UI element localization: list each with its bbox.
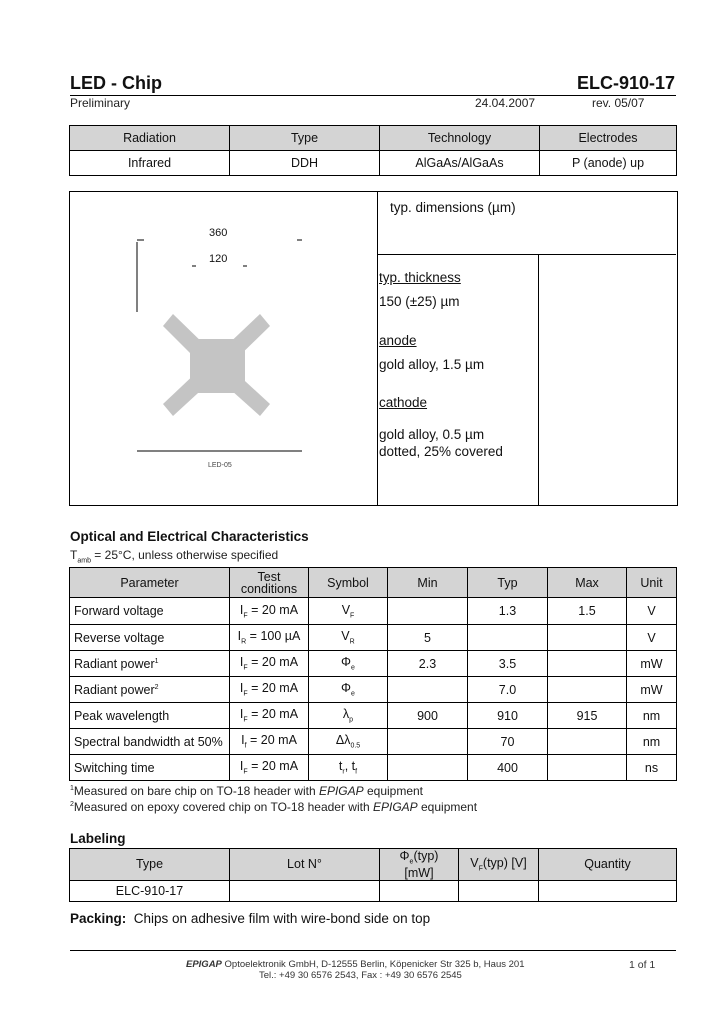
cell-parameter [70, 755, 230, 781]
symbol: V [341, 629, 350, 644]
anode-value: gold alloy, 1.5 µm [379, 357, 485, 372]
symbol: V [341, 602, 351, 617]
cell-test-condition [230, 651, 309, 677]
cell-typ: 70 [468, 729, 548, 755]
labeling-title: Labeling [70, 831, 126, 846]
characteristics-rows [70, 598, 677, 781]
dims-col-divider [538, 254, 539, 505]
cell-unit: mW [627, 677, 677, 703]
anode-label: anode [379, 333, 417, 348]
date-text: 24.04.2007 [475, 96, 536, 110]
condition-symbol: I [239, 602, 244, 617]
parameter-name: Spectral bandwidth at 50% [74, 734, 223, 749]
revision-text: rev. 05/07 [592, 96, 645, 110]
condition-symbol: I [237, 629, 242, 644]
condition-symbol: I [239, 707, 244, 722]
condition-subscript: amb [77, 557, 91, 565]
condition-subscript: f [244, 742, 247, 750]
cell-min [388, 598, 468, 625]
symbol-2: , t [344, 759, 356, 774]
label-header-type: Type [70, 849, 230, 881]
cell-test-condition [230, 677, 309, 703]
symbol-subscript: R [349, 638, 355, 646]
symbol-subscript: r [342, 768, 345, 776]
label-cell-quantity [539, 880, 677, 901]
col-header-max: Max [548, 568, 627, 598]
label-cell-power [380, 880, 459, 901]
cell-typ: 1.3 [468, 598, 548, 625]
table-row [70, 598, 677, 625]
footnote-1-end: equipment [363, 784, 424, 798]
cell-unit: V [627, 625, 677, 651]
volt-symbol: V [470, 856, 479, 870]
condition-symbol: I [239, 655, 244, 670]
col-header-parameter: Parameter [70, 568, 230, 598]
cell-min: 2.3 [388, 651, 468, 677]
power-rest: (typ) [mW] [404, 849, 439, 880]
table-row [70, 677, 677, 703]
cell-test-condition [230, 703, 309, 729]
summary-cell: DDH [230, 151, 380, 176]
cell-typ: 7.0 [468, 677, 548, 703]
header-rule [70, 95, 676, 96]
summary-header: Radiation [70, 126, 230, 151]
label-header-quantity: Quantity [539, 849, 677, 881]
cell-symbol [309, 703, 388, 729]
cell-max [548, 677, 627, 703]
cell-parameter [70, 625, 230, 651]
test-header-line-2: conditions [240, 581, 298, 596]
characteristics-condition [70, 548, 278, 564]
footnote-2-brand: EPIGAP [372, 800, 418, 814]
col-header-typ: Typ [468, 568, 548, 598]
labeling-table [69, 848, 677, 902]
cell-test-condition [230, 625, 309, 651]
condition-value: = 20 mA [247, 759, 299, 774]
dims-row-divider [377, 254, 676, 255]
cell-parameter [70, 729, 230, 755]
summary-header: Type [230, 126, 380, 151]
status-text: Preliminary [70, 96, 131, 110]
cathode-label: cathode [379, 395, 428, 410]
symbol-subscript: p [349, 716, 354, 724]
symbol-2-subscript: f [355, 768, 358, 776]
cell-max [548, 755, 627, 781]
cell-min [388, 677, 468, 703]
cell-typ: 3.5 [468, 651, 548, 677]
col-header-test-conditions [230, 568, 309, 598]
condition-symbol: I [239, 681, 244, 696]
cell-parameter [70, 703, 230, 729]
condition-value: = 20 mA [247, 655, 299, 670]
symbol-subscript: e [351, 690, 355, 698]
cell-parameter [70, 651, 230, 677]
footer-contact: Tel.: +49 30 6576 2543, Fax : +49 30 6576 2545 [259, 970, 462, 981]
symbol: Δλ [335, 733, 351, 748]
parameter-name: Radiant power [74, 682, 155, 697]
footer-company: EPIGAP [186, 959, 222, 970]
label-header-voltage [459, 849, 539, 881]
condition-subscript: F [243, 768, 248, 776]
parameter-name: Radiant power [74, 656, 155, 671]
condition-subscript: F [243, 690, 248, 698]
footer-rule [70, 950, 676, 951]
cell-typ [468, 625, 548, 651]
condition-value: = 20 mA [247, 681, 299, 696]
cell-symbol [309, 598, 388, 625]
chip-shape [163, 314, 270, 416]
cell-max [548, 625, 627, 651]
footer-line-1: Optoelektronik GmbH, D-12555 Berlin, Köpenicker Str 325 b, Haus 201 [221, 959, 525, 970]
summary-cell: Infrared [70, 151, 230, 176]
volt-rest: (typ) [V] [482, 856, 527, 870]
cell-typ: 910 [468, 703, 548, 729]
thickness-value: 150 (±25) µm [379, 294, 460, 309]
parameter-name: Peak wavelength [74, 708, 170, 723]
summary-header: Electrodes [540, 126, 677, 151]
cell-max [548, 729, 627, 755]
footnote-1-text: Measured on bare chip on TO-18 header with [73, 784, 319, 798]
thickness-label: typ. thickness [379, 270, 461, 285]
cell-symbol [309, 677, 388, 703]
summary-cell: P (anode) up [540, 151, 677, 176]
power-subscript: e [409, 858, 414, 866]
condition-symbol: T [70, 548, 78, 562]
footnote-2-mark: 2 [70, 801, 74, 808]
footnote-2 [70, 800, 477, 814]
cell-parameter [70, 598, 230, 625]
cell-unit: nm [627, 703, 677, 729]
footnote-1 [70, 784, 423, 798]
col-header-min: Min [388, 568, 468, 598]
symbol-subscript: e [351, 664, 355, 672]
condition-subscript: R [241, 638, 247, 646]
parameter-name: Forward voltage [74, 604, 164, 618]
characteristics-title: Optical and Electrical Characteristics [70, 529, 309, 544]
cell-min [388, 755, 468, 781]
cell-test-condition [230, 755, 309, 781]
cathode-value-1: gold alloy, 0.5 µm [379, 427, 485, 442]
cell-min [388, 729, 468, 755]
parameter-name: Reverse voltage [74, 630, 165, 645]
summary-header: Technology [380, 126, 540, 151]
cell-symbol [309, 625, 388, 651]
condition-symbol: I [241, 733, 245, 748]
summary-table [69, 125, 677, 176]
label-header-lot: Lot N° [230, 849, 380, 881]
footnote-ref: 1 [154, 657, 159, 665]
footnote-2-end: equipment [417, 800, 478, 814]
power-symbol: Φ [399, 849, 410, 863]
test-header-line-1: Test [257, 569, 281, 584]
dimension-outer-label: 360 [209, 227, 228, 239]
table-row [70, 625, 677, 651]
footer-address [186, 959, 524, 970]
condition-subscript: F [243, 664, 248, 672]
cell-min: 900 [388, 703, 468, 729]
label-cell-voltage [459, 880, 539, 901]
doc-title: LED - Chip [70, 73, 162, 93]
cell-unit: V [627, 598, 677, 625]
symbol: t [338, 759, 343, 774]
condition-value: = 20 mA [247, 602, 299, 617]
drawing-divider [377, 191, 378, 505]
col-header-unit: Unit [627, 568, 677, 598]
dims-title: typ. dimensions (µm) [390, 200, 516, 215]
packing-text: Chips on adhesive film with wire-bond side on top [126, 911, 431, 926]
footnote-1-brand: EPIGAP [318, 784, 364, 798]
part-number: ELC-910-17 [576, 73, 675, 93]
symbol-subscript: F [350, 612, 355, 620]
summary-cell: AlGaAs/AlGaAs [380, 151, 540, 176]
dimension-inner-label: 120 [209, 253, 228, 265]
table-row [70, 703, 677, 729]
cell-unit: ns [627, 755, 677, 781]
symbol: Φ [341, 681, 352, 696]
footnote-1-mark: 1 [70, 785, 74, 792]
cell-test-condition [230, 729, 309, 755]
volt-subscript: F [478, 865, 483, 873]
parameter-name: Switching time [74, 760, 155, 775]
cell-max [548, 651, 627, 677]
symbol: λ [342, 707, 350, 722]
footnote-2-text: Measured on epoxy covered chip on TO-18 header with [73, 800, 373, 814]
label-cell-type: ELC-910-17 [70, 880, 230, 901]
table-row [70, 755, 677, 781]
cell-max: 1.5 [548, 598, 627, 625]
col-header-symbol: Symbol [309, 568, 388, 598]
cell-max: 915 [548, 703, 627, 729]
packing-label: Packing: [70, 911, 127, 926]
cell-test-condition [230, 598, 309, 625]
cell-unit: mW [627, 651, 677, 677]
symbol: Φ [341, 655, 352, 670]
condition-subscript: F [243, 612, 248, 620]
characteristics-table [69, 567, 677, 781]
symbol-subscript: 0.5 [350, 742, 361, 750]
label-header-power [380, 849, 459, 881]
condition-value: = 100 µA [246, 629, 301, 644]
table-row [70, 651, 677, 677]
condition-text: = 25°C, unless otherwise specified [90, 548, 279, 562]
label-cell-lot [230, 880, 380, 901]
packing-line [70, 911, 430, 926]
condition-symbol: I [239, 759, 244, 774]
cell-symbol [309, 755, 388, 781]
footnote-ref: 2 [154, 683, 159, 691]
condition-subscript: F [243, 716, 248, 724]
condition-value: = 20 mA [246, 733, 297, 748]
cell-parameter [70, 677, 230, 703]
cell-symbol [309, 729, 388, 755]
drawing-caption: LED-05 [208, 462, 232, 469]
cell-unit: nm [627, 729, 677, 755]
cell-symbol [309, 651, 388, 677]
condition-value: = 20 mA [247, 707, 299, 722]
cell-min: 5 [388, 625, 468, 651]
table-row [70, 729, 677, 755]
cathode-value-2: dotted, 25% covered [379, 444, 503, 459]
cell-typ: 400 [468, 755, 548, 781]
page-number: 1 of 1 [629, 959, 656, 971]
